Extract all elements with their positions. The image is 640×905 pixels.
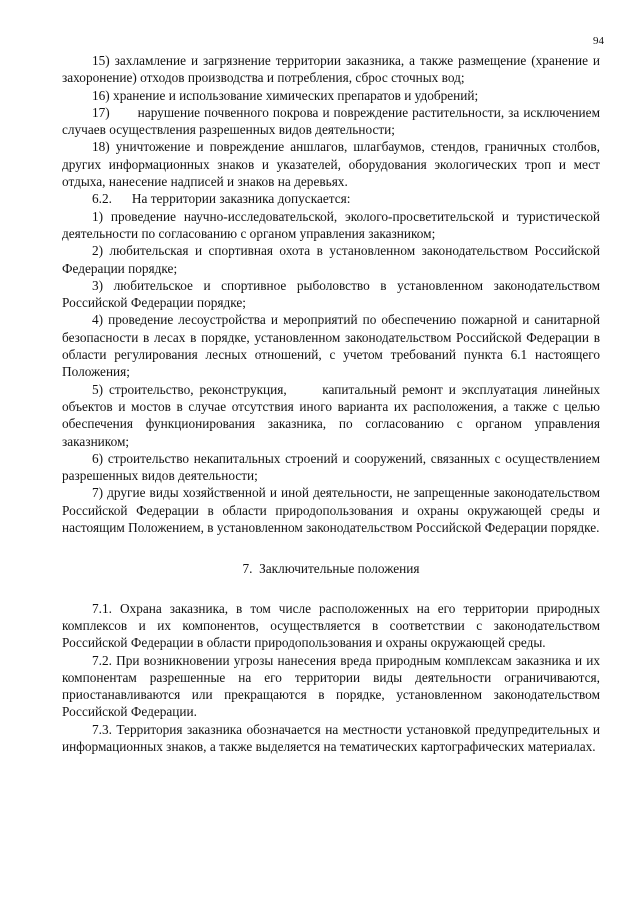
permitted-item-1: 1) проведение научно-исследовательской, эколого-просветительской и туристической деятельности по согласованию с органом управления заказником; <box>62 208 600 241</box>
permitted-item-2: 2) любительская и спортивная охота в установленном законодательством Российской Федерации порядке; <box>62 243 600 276</box>
clause-7-2: 7.2. При возникновении угрозы нанесения вреда природным комплексам заказника и их компонентам разрешенные на его территории виды деятельности ограничиваются, приостанавливаются или прекращаются в порядке, установленном законодательством Российской Федерации. <box>62 652 600 720</box>
list-item-16: 16) хранение и использование химических препаратов и удобрений; <box>92 87 479 103</box>
page-number: 94 <box>593 35 604 47</box>
list-item-17: 17) нарушение почвенного покрова и повреждение растительности, за исключением случаев осуществления разрешенных видов деятельности; <box>62 104 600 138</box>
document-body <box>62 52 600 755</box>
list-item-15: 15) захламление и загрязнение территории заказника, а также размещение (хранение и захоронение) отходов производства и потребления, сброс сточных вод; <box>62 53 600 86</box>
section-heading: 7. Заключительные положения <box>242 561 420 577</box>
permitted-item-4: 4) проведение лесоустройства и мероприятий по обеспечению пожарной и санитарной безопасности в лесах в порядке, установленном законодательством Российской Федерации в области регулирования лесных отношений, с учетом требований пункта 6.1 настоящего Положения; <box>62 312 600 380</box>
list-item-18: 18) уничтожение и повреждение аншлагов, шлагбаумов, стендов, граничных столбов, других информационных знаков и указателей, оборудования экологических троп и мест отдыха, нанесение надписей и знаков на деревьях. <box>62 139 600 190</box>
permitted-item-7: 7) другие виды хозяйственной и иной деятельности, не запрещенные законодательством Российской Федерации в области природопользования и охраны окружающей среды и настоящим Положением, в установленном законодательством Российской Федерации порядке. <box>62 485 600 536</box>
permitted-item-5: 5) строительство, реконструкция, капитальный ремонт и эксплуатация линейных объектов и мостов в случае отсутствия иного варианта их расположения, а также с целью обеспечения функционирования заказника, по согласованию с органом управления заказником; <box>62 381 600 449</box>
permitted-item-3: 3) любительское и спортивное рыболовство в установленном законодательством Российской Федерации порядке; <box>62 277 600 311</box>
clause-7-3: 7.3. Территория заказника обозначается на местности установкой предупредительных и информационных знаков, а также выделяется на тематических картографических материалах. <box>62 721 600 754</box>
clause-7-1: 7.1. Охрана заказника, в том числе расположенных на его территории природных комплексов и их компонентов, осуществляется в соответствии с законодательством Российской Федерации в области природопользования и охраны окружающей среды. <box>62 600 600 651</box>
permitted-item-6: 6) строительство некапитальных строений и сооружений, связанных с осуществлением разрешенных видов деятельности; <box>62 450 600 484</box>
clause-6-2: 6.2. На территории заказника допускается: <box>92 191 351 207</box>
